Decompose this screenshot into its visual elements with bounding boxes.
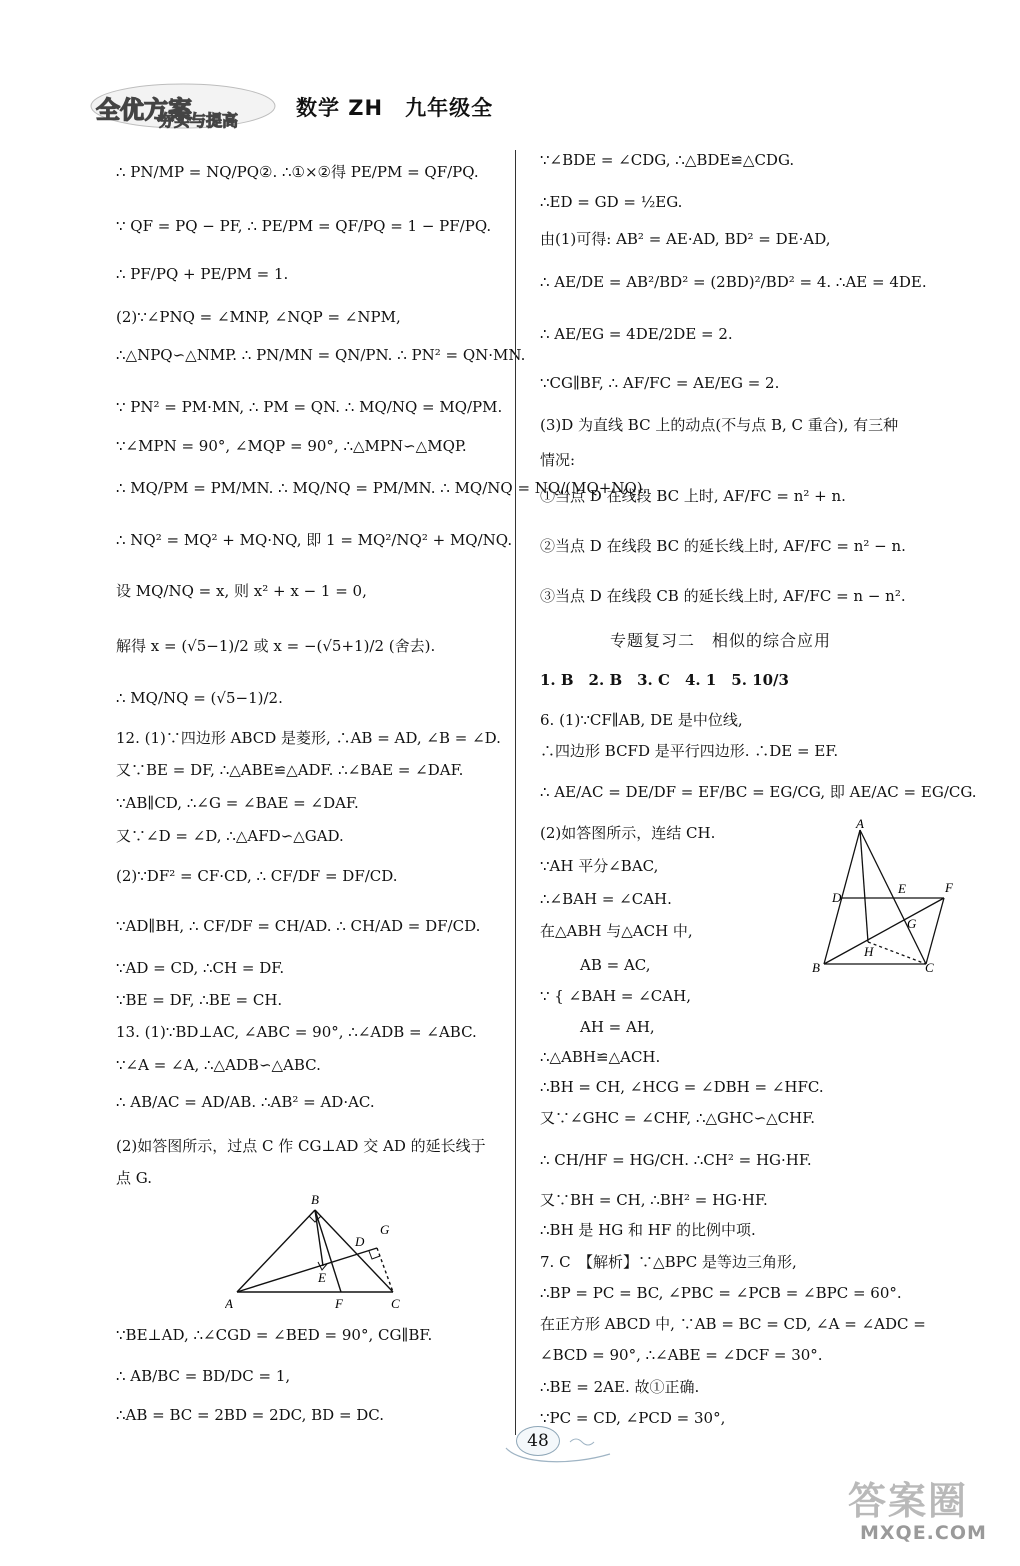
right-line-12: 1. B 2. B 3. C 4. 1 5. 10/3: [540, 671, 789, 689]
left-line-14: 又∵BE = DF, ∴△ABE≌△ADF. ∴∠BAE = ∠DAF.: [116, 761, 464, 779]
fig6-label-g: G: [907, 916, 917, 931]
right-line-3: 由(1)可得: AB² = AE·AD, BD² = DE·AD,: [540, 230, 831, 248]
right-line-20: AB = AC,: [580, 956, 651, 974]
right-line-7: (3)D 为直线 BC 上的动点(不与点 B, C 重合), 有三种: [540, 416, 899, 434]
logo-text-1: 全优方案: [96, 96, 192, 124]
watermark-url: MXQE.COM: [860, 1522, 987, 1544]
left-line-6: ∵ PN² = PM·MN, ∴ PM = QN. ∴ MQ/NQ = MQ/PM.: [116, 398, 503, 416]
right-line-17: ∵AH 平分∠BAC,: [540, 857, 659, 875]
fig13-label-f: F: [335, 1296, 343, 1311]
right-line-21: ∵ { ∠BAH = ∠CAH,: [540, 987, 691, 1005]
right-line-33: ∴BE = 2AE. 故①正确.: [540, 1378, 700, 1396]
section-title: 专题复习二 相似的综合应用: [610, 631, 832, 650]
left-line-4: (2)∵∠PNQ = ∠MNP, ∠NQP = ∠NPM,: [116, 308, 401, 326]
logo-text-2: 夯实与提高: [158, 111, 239, 130]
left-line-19: ∵AD = CD, ∴CH = DF.: [116, 959, 285, 977]
figure-6: [808, 818, 966, 976]
fig6-label-d: D: [832, 890, 842, 905]
left-line-3: ∴ PF/PQ + PE/PM = 1.: [116, 265, 289, 283]
right-line-29: 7. C 【解析】∵△BPC 是等边三角形,: [540, 1253, 797, 1271]
fig6-side-ab: [824, 830, 860, 964]
left-line-28: ∴AB = BC = 2BD = 2DC, BD = DC.: [116, 1406, 385, 1424]
book-title: 数学 ZH 九年级全: [296, 96, 494, 120]
left-line-9: ∴ NQ² = MQ² + MQ·NQ, 即 1 = MQ²/NQ² + MQ/NQ.: [116, 531, 513, 549]
fig6-label-e: E: [898, 881, 906, 896]
right-line-5: ∴ AE/EG = 4DE/2DE = 2.: [540, 325, 733, 343]
left-line-25: 点 G.: [116, 1169, 152, 1187]
left-line-26: ∵BE⊥AD, ∴∠CGD = ∠BED = 90°, CG∥BF.: [116, 1326, 433, 1344]
left-line-23: ∴ AB/AC = AD/AB. ∴AB² = AD·AC.: [116, 1093, 375, 1111]
fig6-line-bf: [824, 898, 944, 964]
fig6-line-ah: [860, 830, 868, 942]
fig13-line-cg: [377, 1248, 393, 1292]
left-line-5: ∴△NPQ∽△NMP. ∴ PN/MN = QN/PN. ∴ PN² = QN·MN.: [116, 346, 526, 364]
right-line-31: 在正方形 ABCD 中, ∵AB = BC = CD, ∠A = ∠ADC =: [540, 1315, 926, 1333]
right-line-1: ∵∠BDE = ∠CDG, ∴△BDE≌△CDG.: [540, 151, 795, 169]
page-number-area: [500, 1418, 620, 1468]
fig6-label-h: H: [864, 944, 874, 959]
right-line-27: 又∵BH = CH, ∴BH² = HG·HF.: [540, 1191, 768, 1209]
right-line-6: ∵CG∥BF, ∴ AF/FC = AE/EG = 2.: [540, 374, 780, 392]
fig6-line-cf: [926, 898, 944, 964]
fig6-label-a: A: [856, 818, 864, 831]
right-line-26: ∴ CH/HF = HG/CH. ∴CH² = HG·HF.: [540, 1151, 812, 1169]
right-line-4: ∴ AE/DE = AB²/BD² = (2BD)²/BD² = 4. ∴AE = 4DE.: [540, 273, 927, 291]
fig6-label-b: B: [812, 960, 820, 975]
right-line-22: AH = AH,: [580, 1018, 655, 1036]
right-line-10: ②当点 D 在线段 BC 的延长线上时, AF/FC = n² − n.: [540, 537, 906, 555]
left-line-11: 解得 x = (√5−1)/2 或 x = −(√5+1)/2 (舍去).: [116, 637, 436, 655]
left-line-17: (2)∵DF² = CF·CD, ∴ CF/DF = DF/CD.: [116, 867, 398, 885]
right-line-19: 在△ABH 与△ACH 中,: [540, 922, 693, 940]
right-line-2: ∴ED = GD = ½EG.: [540, 193, 683, 211]
right-line-11: ③当点 D 在线段 CB 的延长线上时, AF/FC = n − n².: [540, 587, 906, 605]
left-line-16: 又∵∠D = ∠D, ∴△AFD∽△GAD.: [116, 827, 344, 845]
fig6-label-f: F: [945, 880, 953, 895]
right-line-32: ∠BCD = 90°, ∴∠ABE = ∠DCF = 30°.: [540, 1346, 823, 1364]
series-logo: [88, 82, 278, 130]
fig13-label-e: E: [318, 1270, 326, 1285]
fig6-label-c: C: [925, 960, 934, 975]
figure-13: [225, 1190, 415, 1315]
left-line-10: 设 MQ/NQ = x, 则 x² + x − 1 = 0,: [116, 582, 367, 600]
right-line-34: ∵PC = CD, ∠PCD = 30°,: [540, 1409, 726, 1427]
right-line-15: ∴ AE/AC = DE/DF = EF/BC = EG/CG, 即 AE/AC = EG/CG.: [540, 783, 977, 801]
fig13-label-a: A: [225, 1296, 233, 1311]
right-line-23: ∴△ABH≌△ACH.: [540, 1048, 661, 1066]
left-line-21: 13. (1)∵BD⊥AC, ∠ABC = 90°, ∴∠ADB = ∠ABC.: [116, 1023, 477, 1041]
right-line-14: ∴四边形 BCFD 是平行四边形. ∴DE = EF.: [540, 742, 839, 760]
left-line-2: ∵ QF = PQ − PF, ∴ PE/PM = QF/PQ = 1 − PF/PQ.: [116, 217, 492, 235]
left-line-24: (2)如答图所示，过点 C 作 CG⊥AD 交 AD 的延长线于: [116, 1137, 486, 1155]
page-header: [88, 82, 518, 130]
left-line-27: ∴ AB/BC = BD/DC = 1,: [116, 1367, 291, 1385]
right-line-9: ①当点 D 在线段 BC 上时, AF/FC = n² + n.: [540, 487, 846, 505]
watermark: [842, 1470, 1012, 1562]
left-line-13: 12. (1)∵四边形 ABCD 是菱形, ∴AB = AD, ∠B = ∠D.: [116, 729, 501, 747]
left-line-12: ∴ MQ/NQ = (√5−1)/2.: [116, 689, 283, 707]
left-line-7: ∵∠MPN = 90°, ∠MQP = 90°, ∴△MPN∽△MQP.: [116, 437, 467, 455]
right-line-18: ∴∠BAH = ∠CAH.: [540, 890, 672, 908]
left-line-1: ∴ PN/MP = NQ/PQ②. ∴①×②得 PE/PM = QF/PQ.: [116, 163, 479, 181]
right-line-30: ∴BP = PC = BC, ∠PBC = ∠PCB = ∠BPC = 60°.: [540, 1284, 902, 1302]
watermark-logo: 答案圈: [848, 1479, 969, 1523]
column-divider: [515, 150, 516, 1435]
fig13-label-d: D: [355, 1234, 365, 1249]
left-line-20: ∵BE = DF, ∴BE = CH.: [116, 991, 283, 1009]
page-number: 48: [516, 1426, 560, 1456]
left-line-8: ∴ MQ/PM = PM/MN. ∴ MQ/NQ = PM/MN. ∴ MQ/NQ = NQ/(MQ+NQ).: [116, 479, 648, 497]
fig13-label-g: G: [380, 1222, 390, 1237]
right-line-16: (2)如答图所示，连结 CH.: [540, 824, 716, 842]
right-line-8: 情况:: [540, 451, 576, 469]
left-line-18: ∵AD∥BH, ∴ CF/DF = CH/AD. ∴ CH/AD = DF/CD.: [116, 917, 481, 935]
left-line-22: ∵∠A = ∠A, ∴△ADB∽△ABC.: [116, 1056, 321, 1074]
right-line-28: ∴BH 是 HG 和 HF 的比例中项.: [540, 1221, 756, 1239]
fig13-label-c: C: [391, 1296, 400, 1311]
right-line-13: 6. (1)∵CF∥AB, DE 是中位线,: [540, 711, 743, 729]
right-line-25: 又∵∠GHC = ∠CHF, ∴△GHC∽△CHF.: [540, 1109, 816, 1127]
fig13-label-b: B: [311, 1192, 319, 1207]
right-line-24: ∴BH = CH, ∠HCG = ∠DBH = ∠HFC.: [540, 1078, 824, 1096]
left-line-15: ∵AB∥CD, ∴∠G = ∠BAE = ∠DAF.: [116, 794, 359, 812]
